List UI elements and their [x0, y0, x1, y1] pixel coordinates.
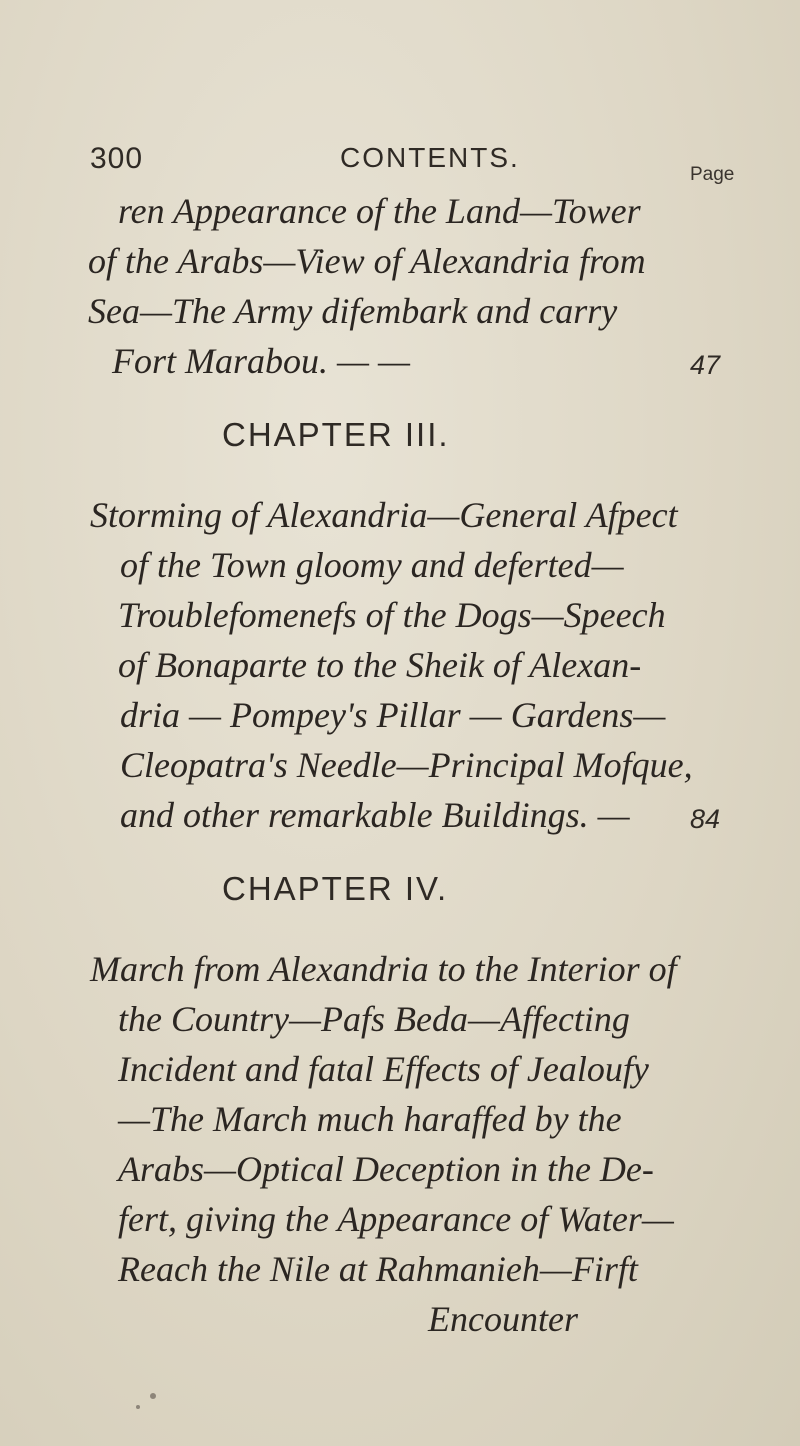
ink-speck — [136, 1405, 140, 1409]
entry-line: Arabs—Optical Deception in the De- — [118, 1149, 654, 1189]
entry-line: fert, giving the Appearance of Water— — [118, 1199, 674, 1239]
entry-line: March from Alexandria to the Interior of — [90, 949, 677, 989]
entry-line: and other remarkable Buildings. — — [120, 795, 630, 835]
entry-line: Cleopatra's Needle—Principal Mofque, — [120, 745, 693, 785]
entry-line: the Country—Pafs Beda—Affecting — [118, 999, 630, 1039]
entry-line: Troublefomenefs of the Dogs—Speech — [118, 595, 666, 635]
entry-line: —The March much haraffed by the — [118, 1099, 622, 1139]
page-number: 300 — [90, 142, 144, 175]
entry-line: Fort Marabou. — — — [112, 341, 411, 381]
entry-page-number: 84 — [690, 804, 721, 834]
entry-line: ren Appearance of the Land—Tower — [118, 191, 641, 231]
entry-line: Reach the Nile at Rahmanieh—Firft — [118, 1249, 638, 1289]
entry-line: of Bonaparte to the Sheik of Alexan- — [118, 645, 642, 685]
entry-line: dria — Pompey's Pillar — Gardens— — [120, 695, 666, 735]
running-head: CONTENTS. — [340, 142, 520, 173]
chapter-heading: CHAPTER III. — [222, 416, 450, 453]
entry-line: Encounter — [428, 1299, 578, 1339]
entry-line: of the Town gloomy and deferted— — [120, 545, 624, 585]
entry-line: of the Arabs—View of Alexandria from — [88, 241, 646, 281]
entry-line: Incident and fatal Effects of Jealoufy — [118, 1049, 649, 1089]
chapter-heading: CHAPTER IV. — [222, 870, 449, 907]
ink-speck — [150, 1393, 156, 1399]
page-column-label: Page — [690, 164, 735, 185]
entry-line: Sea—The Army difembark and carry — [88, 291, 618, 331]
entry-line: Storming of Alexandria—General Afpect — [90, 495, 678, 535]
entry-page-number: 47 — [690, 350, 721, 380]
